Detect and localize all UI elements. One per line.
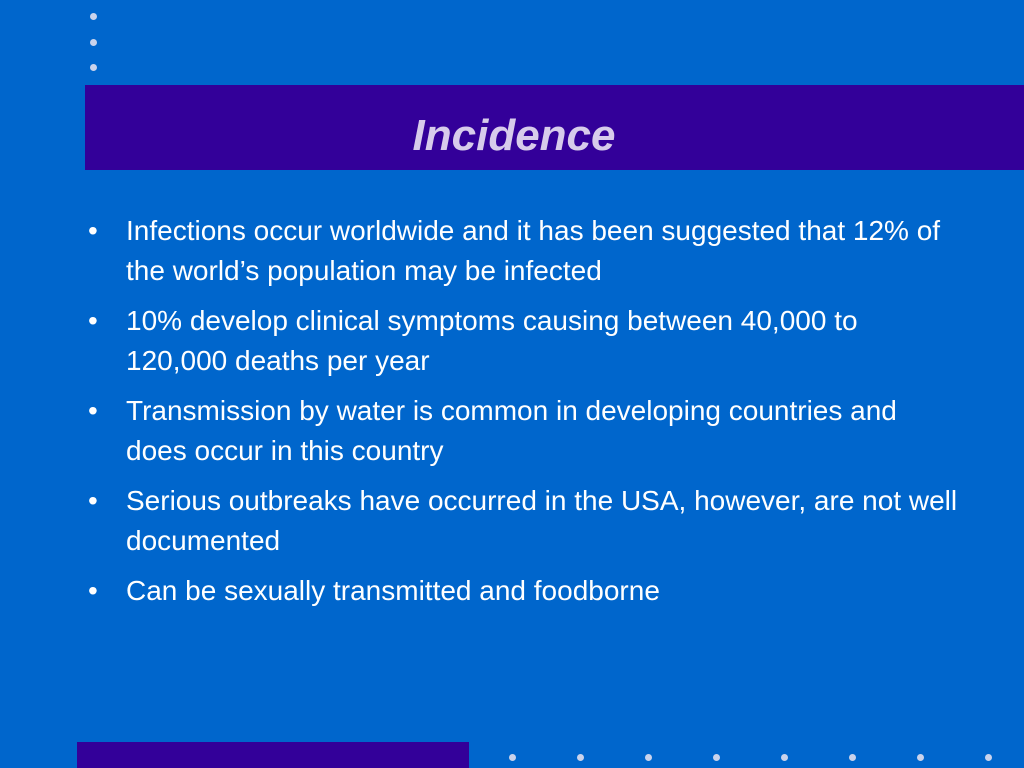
bullet-item [88, 571, 958, 611]
decor-dot [577, 754, 584, 761]
bullet-text: Transmission by water is common in developing countries and does occur in this country [126, 395, 897, 466]
bullet-list [88, 211, 958, 621]
bullet-item [88, 391, 958, 471]
decor-dot [781, 754, 788, 761]
slide-title-text: Incidence [412, 111, 616, 160]
decor-dot [90, 13, 97, 20]
bullet-text: Infections occur worldwide and it has been suggested that 12% of the world’s population may be infected [126, 215, 941, 286]
bullet-marker: • [88, 485, 98, 516]
bullet-marker: • [88, 215, 98, 246]
bullet-text: Serious outbreaks have occurred in the USA, however, are not well documented [126, 485, 958, 556]
bullet-item [88, 481, 958, 561]
title-band [85, 85, 1024, 170]
decor-dot [713, 754, 720, 761]
decor-dot [849, 754, 856, 761]
footer-bar [77, 742, 469, 768]
decor-dot [917, 754, 924, 761]
bullet-marker: • [88, 305, 98, 336]
decor-dot [509, 754, 516, 761]
bullet-text: Can be sexually transmitted and foodborne [126, 575, 660, 606]
decor-dot [90, 64, 97, 71]
decor-dot [90, 39, 97, 46]
bullet-item [88, 211, 958, 291]
bullet-marker: • [88, 395, 98, 426]
decor-dot [985, 754, 992, 761]
bullet-marker: • [88, 575, 98, 606]
bullet-item [88, 301, 958, 381]
bullet-text: 10% develop clinical symptoms causing between 40,000 to 120,000 deaths per year [126, 305, 858, 376]
decor-dot [645, 754, 652, 761]
